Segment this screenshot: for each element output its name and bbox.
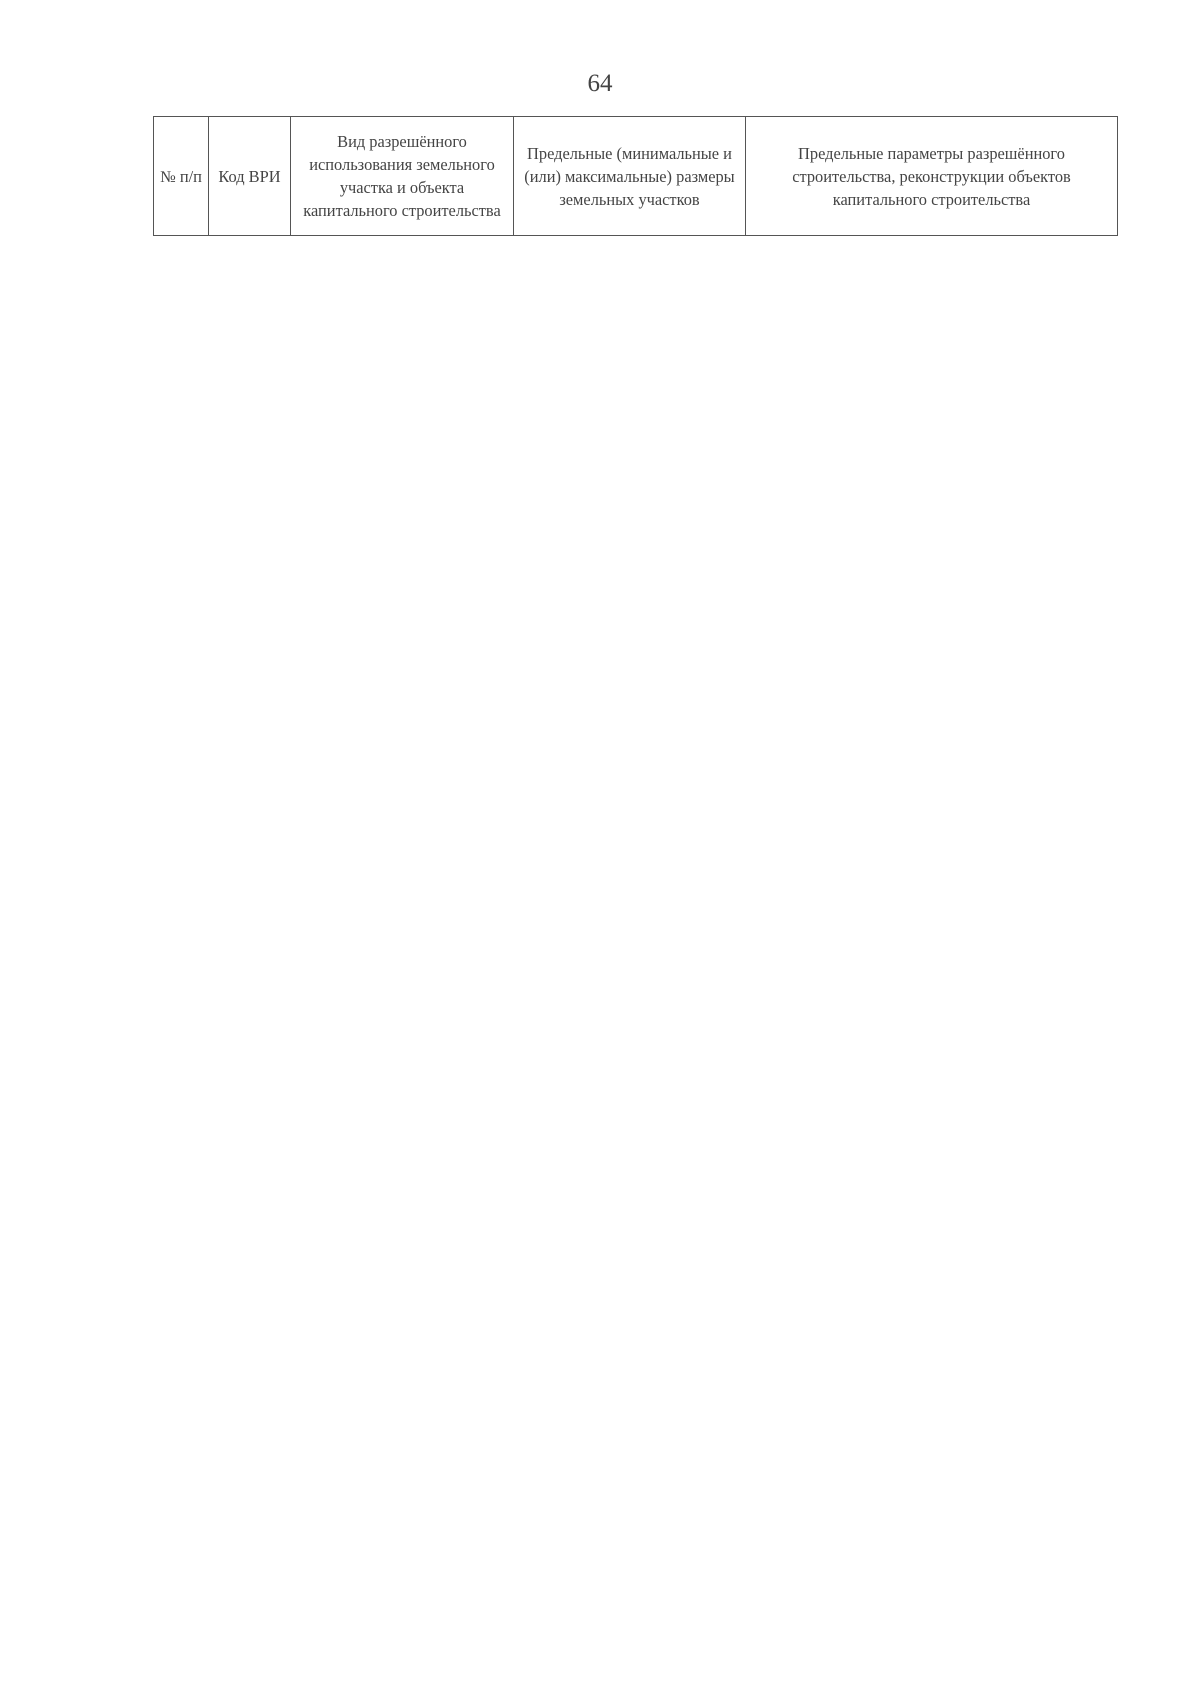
- header-code: Код ВРИ: [209, 117, 291, 236]
- header-params: Предельные параметры разрешённого строительства, реконструкции объектов капитального строительства: [746, 117, 1118, 236]
- regulations-table: [153, 116, 1118, 236]
- header-num: № п/п: [154, 117, 209, 236]
- header-sizes: Предельные (минимальные и (или) максимальные) размеры земельных участков: [514, 117, 746, 236]
- header-kind: Вид разрешённого использования земельного участка и объекта капитального строительства: [291, 117, 514, 236]
- page-number: 64: [587, 70, 613, 97]
- table-header-row: [154, 117, 1118, 236]
